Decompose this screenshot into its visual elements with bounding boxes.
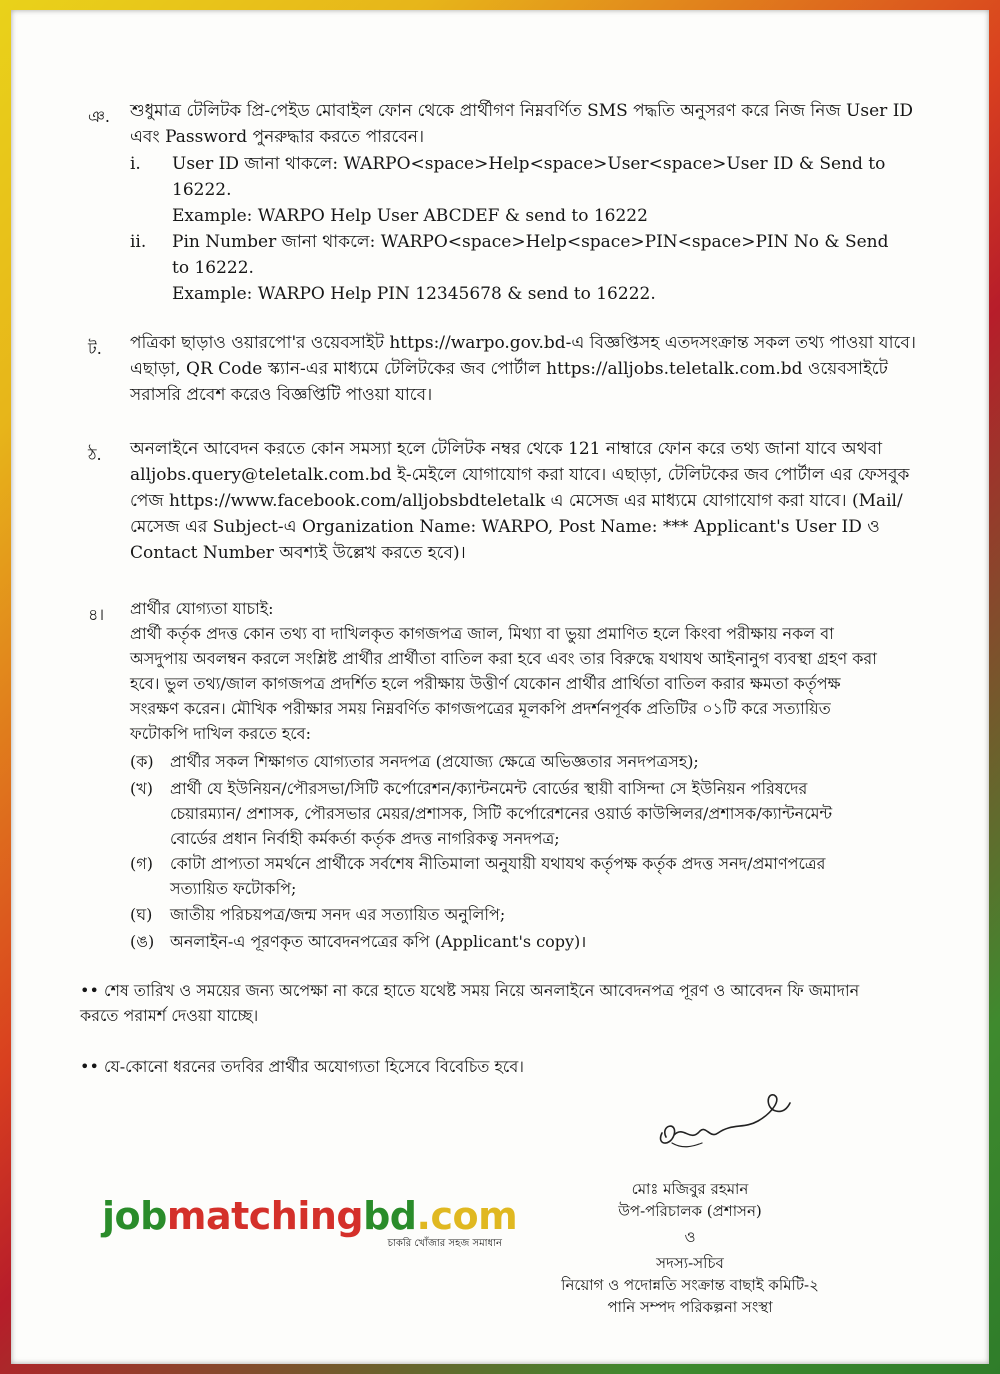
- section-marker-4: ৪।: [88, 605, 105, 624]
- doc-item: [170, 749, 900, 774]
- note: [104, 1054, 900, 1079]
- doc-item-line: প্রার্থী যে ইউনিয়ন/পৌরসভা/সিটি কর্পোরেশন/ক্যান্টনমেন্ট বোর্ডের স্থায়ী বাসিন্দা সে ইউনিয়ন পরিষদের: [170, 779, 808, 798]
- signatory-name: মোঃ মজিবুর রহমান: [631, 1180, 749, 1198]
- doc-item-number: (ঙ): [130, 932, 155, 951]
- section-4-heading: প্রার্থীর যোগ্যতা যাচাই:: [130, 599, 274, 618]
- section-4-para-line: হবে। ভুল তথ্য/জাল কাগজপত্র প্রদর্শিত হলে পরীক্ষায় উত্তীর্ণ যেকোন প্রার্থীর প্রার্থিতা বাতিল করার ক্ষমতা কর্তৃপক্ষ: [130, 674, 841, 693]
- doc-item-line: অনলাইন-এ পূরণকৃত আবেদনপত্রের কপি (Applicant's copy)।: [170, 932, 587, 951]
- doc-item-number: (গ): [130, 854, 153, 873]
- signatory-role: সদস্য-সচিব: [656, 1254, 724, 1272]
- doc-item: [170, 929, 900, 954]
- section-th-line: alljobs.query@teletalk.com.bd ই-মেইলে যোগাযোগ করা যাবে। এছাড়া, টেলিটকের জব পোর্টাল এর ফেসবুক: [130, 465, 910, 485]
- section-4-para-line: অসদুপায় অবলম্বন করলে সংশ্লিষ্ট প্রার্থীর প্রার্থীতা বাতিল করা হবে এবং তার বিরুদ্ধে যথাযথ আইনানুগ ব্যবস্থা গ্রহণ করা: [130, 649, 877, 668]
- section-t-line: পত্রিকা ছাড়াও ওয়ারপো'র ওয়েবসাইট https://warpo.gov.bd-এ বিজ্ঞপ্তিসহ এতদসংক্রান্ত সকল তথ্য পাওয়া যাবে।: [130, 333, 916, 353]
- section-marker-t: ট.: [88, 339, 102, 358]
- note-bullet: ••: [80, 1057, 99, 1076]
- sms-item-line: to 16222.: [172, 258, 254, 278]
- note-line: করতে পরামর্শ দেওয়া যাচ্ছে।: [80, 1006, 259, 1025]
- sms-item-line: Example: WARPO Help User ABCDEF & send to 16222: [172, 206, 648, 226]
- sms-item-number: i.: [130, 154, 141, 174]
- doc-item: [170, 902, 900, 927]
- doc-item-number: (খ): [130, 779, 153, 798]
- signature-block: [540, 1178, 840, 1318]
- sms-item: [172, 229, 912, 307]
- section-marker-th: ঠ.: [88, 445, 102, 464]
- signatory-title: উপ-পরিচালক (প্রশাসন): [618, 1202, 762, 1220]
- note: [80, 978, 900, 1028]
- sms-item-line: 16222.: [172, 180, 232, 200]
- signature-scribble: [648, 1085, 798, 1165]
- doc-item-number: (ক): [130, 752, 154, 771]
- section-4-para-line: ফটোকপি দাখিল করতে হবে:: [130, 724, 311, 743]
- sms-item-line: Pin Number জানা থাকলে: WARPO<space>Help<space>PIN<space>PIN No & Send: [172, 232, 889, 252]
- doc-item-number: (ঘ): [130, 905, 153, 924]
- doc-item-line: প্রার্থীর সকল শিক্ষাগত যোগ্যতার সনদপত্র (প্রযোজ্য ক্ষেত্রে অভিজ্ঞতার সনদপত্রসহ);: [170, 752, 699, 771]
- section-t: [130, 330, 916, 408]
- section-t-line: এছাড়া, QR Code স্ক্যান-এর মাধ্যমে টেলিটকের জব পোর্টাল https://alljobs.teletalk.com.bd ওয়েবসাইটে: [130, 359, 888, 379]
- section-t-line: সরাসরি প্রবেশ করেও বিজ্ঞপ্তিটি পাওয়া যাবে।: [130, 385, 433, 405]
- section-th: [130, 436, 910, 566]
- doc-item-line: বোর্ডের প্রধান নির্বাহী কর্মকর্তা কর্তৃক প্রদত্ত নাগরিকত্ব সনদপত্র;: [170, 829, 560, 848]
- note-line: যে-কোনো ধরনের তদবির প্রার্থীর অযোগ্যতা হিসেবে বিবেচিত হবে।: [104, 1057, 524, 1076]
- section-4: [130, 596, 900, 746]
- section-th-line: পেজ https://www.facebook.com/alljobsbdteletalk এ মেসেজ এর মাধ্যমে যোগাযোগ করা যাবে। (Mail/: [130, 491, 903, 511]
- note-bullet: ••: [80, 981, 99, 1000]
- watermark-logo-text: jobmatchingbd.com: [102, 1194, 518, 1238]
- sms-item-line: Example: WARPO Help PIN 12345678 & send to 16222.: [172, 284, 656, 304]
- section-4-para-line: প্রার্থী কর্তৃক প্রদত্ত কোন তথ্য বা দাখিলকৃত কাগজপত্র জাল, মিথ্যা বা ভুয়া প্রমাণিত হলে কিংবা পরীক্ষায় নকল বা: [130, 624, 834, 643]
- section-j: [130, 98, 914, 150]
- watermark-logo: [102, 1194, 518, 1254]
- signatory-organization: পানি সম্পদ পরিকল্পনা সংস্থা: [607, 1298, 773, 1316]
- signatory-committee: নিয়োগ ও পদোন্নতি সংক্রান্ত বাছাই কমিটি-২: [561, 1276, 819, 1294]
- doc-item: [170, 851, 900, 901]
- watermark-tagline: চাকরি খোঁজার সহজ সমাধান: [387, 1238, 502, 1249]
- section-4-para-line: সংরক্ষণ করেন। মৌখিক পরীক্ষার সময় নিম্নবর্ণিত কাগজপত্রের মূলকপি প্রদর্শনপূর্বক প্রতিটির ০১টি করে সত্যায়িত: [130, 699, 831, 718]
- section-th-line: Contact Number অবশ্যই উল্লেখ করতে হবে)।: [130, 543, 466, 563]
- sms-item-line: User ID জানা থাকলে: WARPO<space>Help<space>User<space>User ID & Send to: [172, 154, 886, 174]
- doc-item-line: চেয়ারম্যান/ প্রশাসক, পৌরসভার মেয়র/প্রশাসক, সিটি কর্পোরেশনের ওয়ার্ড কাউন্সিলর/প্রশাসক/ক্যান্টনমেন্ট: [170, 804, 833, 823]
- section-th-line: মেসেজ এর Subject-এ Organization Name: WARPO, Post Name: *** Applicant's User ID ও: [130, 517, 880, 537]
- section-j-line: এবং Password পুনরুদ্ধার করতে পারবেন।: [130, 127, 425, 147]
- doc-item-line: কোটা প্রাপ্যতা সমর্থনে প্রার্থীকে সর্বশেষ নীতিমালা অনুযায়ী যথাযথ কর্তৃপক্ষ কর্তৃক প্রদত্ত সনদ/প্রমাণপত্রের: [170, 854, 826, 873]
- signatory-and: ও: [684, 1228, 696, 1246]
- sms-item: [172, 151, 912, 229]
- doc-item: [170, 776, 900, 851]
- note-line: শেষ তারিখ ও সময়ের জন্য অপেক্ষা না করে হাতে যথেষ্ট সময় নিয়ে অনলাইনে আবেদনপত্র পূরণ ও আবেদন ফি জমাদান: [104, 981, 860, 1000]
- section-th-line: অনলাইনে আবেদন করতে কোন সমস্যা হলে টেলিটক নম্বর থেকে 121 নাম্বারে ফোন করে তথ্য জানা যাবে অথবা: [130, 439, 882, 459]
- sms-item-number: ii.: [130, 232, 147, 252]
- doc-item-line: জাতীয় পরিচয়পত্র/জন্ম সনদ এর সত্যায়িত অনুলিপি;: [170, 905, 506, 924]
- section-marker-j: ঞ.: [88, 107, 110, 126]
- doc-item-line: সত্যায়িত ফটোকপি;: [170, 879, 297, 898]
- section-j-line: শুধুমাত্র টেলিটক প্রি-পেইড মোবাইল ফোন থেকে প্রার্থীগণ নিম্নবর্ণিত SMS পদ্ধতি অনুসরণ করে নিজ নিজ User ID: [130, 101, 914, 121]
